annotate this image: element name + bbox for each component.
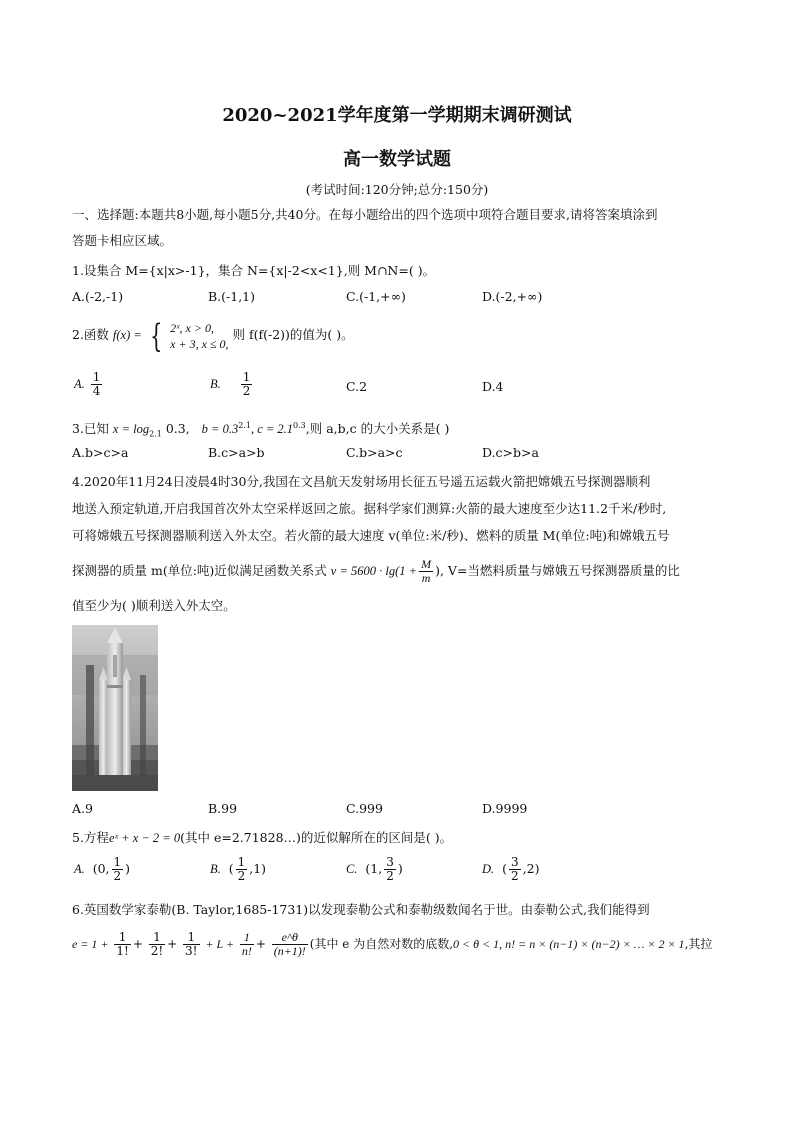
exam-title: 2020~2021学年度第一学期期末调研测试 (222, 105, 572, 126)
q6-line-2: e = 1 + $\frac{1}{1!}$ + $\frac{1}{2!}$ + $\frac{1}{3!}$ + L + $\frac{1}{n!}$ + $\frac{e\^{}\theta}{(n+1)!}$ (其中 e 为自然对数的底数,0 < θ < 1, n! = n × (n−1) × (n−2) × … × 2 × 1,其拉 (72, 930, 713, 958)
q5-b-fraction (236, 856, 248, 883)
q4-line-1: 4.2020年11月24日凌晨4时30分,我国在文昌航天发射场用长征五号遥五运载火箭把嫦娥五号探测器顺利 (72, 474, 651, 489)
q5-a-pre: (0, (92, 861, 110, 876)
q4-frac-den: m (421, 571, 431, 585)
q2-option-b-fraction (241, 371, 253, 398)
q5-b-num: 1 (237, 855, 246, 869)
q6-frac-1 (114, 931, 130, 958)
q5-c-label: C. (346, 862, 358, 876)
q2-brace: { (149, 316, 163, 355)
q5-d-fraction (509, 856, 521, 883)
q6-f4-num: 1 (240, 931, 254, 945)
q6-frac-3 (183, 931, 199, 958)
q2-case-1: 2ˣ, x > 0, (170, 320, 214, 335)
q4-frac-num: M (421, 557, 432, 571)
q2-func: f(x) = (112, 328, 142, 342)
q6-frac-4 (240, 931, 254, 958)
q6-tail: ,其拉 (684, 937, 713, 951)
q2-case-2: x + 3, x ≤ 0, (170, 336, 229, 351)
q6-f3-den: 3! (185, 944, 198, 958)
rocket-photo (72, 625, 158, 791)
q6-f1-num: 1 (114, 931, 130, 945)
q3-expr-b: b = 0.3 (201, 422, 239, 437)
q5-a-post: ) (125, 861, 131, 876)
q4-formula: v = 5600 · lg(1 + (330, 564, 418, 578)
q5-option-d (482, 856, 539, 883)
q5-b-den: 2 (237, 869, 246, 883)
q6-f3-num: 1 (183, 931, 199, 945)
q2-option-a-fraction (91, 371, 103, 398)
q5-option-a (74, 856, 130, 883)
q4-option-a: A.9 (72, 801, 93, 816)
q2-option-c: C.2 (346, 379, 368, 394)
q5-option-c (346, 856, 403, 883)
q4-option-b: B.99 (208, 801, 238, 816)
q2-a-num: 1 (92, 370, 101, 384)
q5-a-fraction (112, 856, 124, 883)
q5-d-post: ,2) (522, 861, 540, 876)
q4-line-4 (72, 556, 680, 586)
q5-d-num: 3 (511, 855, 519, 869)
q6-frac-2 (149, 931, 165, 958)
q6-line2-post: (其中 e 为自然对数的底数, (309, 937, 454, 951)
q6-line-1: 6.英国数学家泰勒(B. Taylor,1685-1731)以发现泰勒公式和泰勒级数闻名于世。由泰勒公式,我们能得到 (72, 902, 650, 917)
q2-a-den: 4 (92, 384, 101, 398)
exam-subtitle: 高一数学试题 (343, 149, 451, 170)
q4-fraction (419, 558, 433, 585)
q5-b-label: B. (210, 862, 221, 876)
question-3-stem (72, 418, 449, 443)
q6-f4-den: n! (241, 944, 252, 958)
q3-expr-a-base: 2.1 (149, 429, 162, 439)
q5-c-den: 2 (386, 869, 394, 883)
q4-option-d: D.9999 (482, 801, 528, 816)
q6-formula-mid: + L + (205, 937, 234, 951)
question-5-stem (72, 830, 452, 846)
q4-line4-post: ), V=当燃料质量与嫦娥五号探测器质量的比 (435, 563, 680, 578)
q3-expr-c-exp: 0.3 (293, 421, 306, 430)
q3-prefix: 3.已知 (72, 421, 109, 437)
q1-option-a: A.(-2,-1) (72, 289, 124, 304)
q5-c-num: 3 (386, 855, 394, 869)
q5-d-pre: ( (502, 861, 507, 876)
q5-d-den: 2 (511, 869, 519, 883)
q3-option-a: A.b>c>a (72, 445, 129, 460)
q1-option-c: C.(-1,+∞) (346, 289, 406, 304)
q3-option-c: C.b>a>c (346, 445, 403, 460)
q5-option-b (210, 856, 266, 883)
q3-expr-b-exp: 2.1 (238, 421, 251, 430)
q6-f2-num: 1 (149, 931, 165, 945)
q2-cases (170, 320, 228, 352)
q4-line-3: 可将嫦娥五号探测器顺利送入外太空。若火箭的最大速度 v(单位:米/秒)、燃料的质量 M(单位:吨)和嫦娥五号 (72, 528, 670, 543)
q6-condition: 0 < θ < 1, n! = n × (n−1) × (n−2) × … × 2 × 1 (453, 937, 685, 951)
q4-line-2: 地送入预定轨道,开启我国首次外太空采样返回之旅。据科学家们测算:火箭的最大速度至少达11.2千米/秒时, (72, 501, 667, 516)
q6-formula-start: e = 1 + (72, 937, 109, 951)
q6-frac-5 (272, 931, 308, 958)
q2-b-num: 1 (242, 370, 251, 384)
q2-suffix: 则 f(f(-2))的值为( )。 (232, 327, 354, 342)
q2-option-b-label: B. (210, 377, 221, 391)
q5-b-post: ,1) (249, 861, 267, 876)
q5-formula: eˣ + x − 2 = 0 (108, 831, 181, 845)
q3-suffix: ,则 a,b,c 的大小关系是( ) (305, 421, 450, 437)
q3-option-b: B.c>a>b (208, 445, 265, 460)
q6-f5-num: e^θ (272, 931, 308, 945)
q1-option-d: D.(-2,+∞) (482, 289, 543, 304)
q2-option-a-label: A. (74, 377, 85, 391)
q3-expr-a-tail: 0.3, (165, 421, 190, 437)
q6-f1-den: 1! (116, 944, 129, 958)
section-instructions-line1: 一、选择题:本题共8小题,每小题5分,共40分。在每小题给出的四个选项中项符合题目要求,请将答案填涂到 (72, 207, 658, 222)
q6-f5-den: (n+1)! (273, 944, 306, 958)
q2-option-a (74, 371, 104, 398)
q3-expr-c: , c = 2.1 (250, 422, 294, 437)
q6-f2-den: 2! (150, 944, 164, 958)
q5-a-den: 2 (113, 869, 122, 883)
exam-info: (考试时间:120分钟;总分:150分) (305, 182, 489, 197)
q5-a-label: A. (74, 862, 85, 876)
q2-option-d: D.4 (482, 379, 504, 394)
q5-c-pre: (1, (365, 861, 383, 876)
q1-option-b: B.(-1,1) (208, 289, 256, 304)
q5-suffix: (其中 e=2.71828…)的近似解所在的区间是( )。 (180, 830, 453, 845)
question-2-stem (72, 317, 354, 353)
q5-a-num: 1 (113, 855, 122, 869)
q5-b-pre: ( (228, 861, 234, 876)
q2-prefix: 2.函数 (72, 327, 109, 342)
q5-d-label: D. (482, 862, 495, 876)
q4-line4-pre: 探测器的质量 m(单位:吨)近似满足函数关系式 (72, 563, 327, 578)
q3-expr-a: x = log (112, 422, 150, 437)
q4-option-c: C.999 (346, 801, 383, 816)
section-instructions-line2: 答题卡相应区域。 (72, 233, 173, 248)
q5-prefix: 5.方程 (72, 830, 109, 845)
q2-b-den: 2 (242, 384, 251, 398)
question-1-stem: 1.设集合 M={x|x>-1}，集合 N={x|-2<x<1},则 M∩N=( )。 (72, 263, 436, 278)
q2-option-b (210, 371, 254, 398)
q4-line-5: 值至少为( )顺利送入外太空。 (72, 598, 236, 613)
q5-c-fraction (384, 856, 396, 883)
q5-c-post: ) (397, 861, 403, 876)
q3-option-d: D.c>b>a (482, 445, 539, 460)
